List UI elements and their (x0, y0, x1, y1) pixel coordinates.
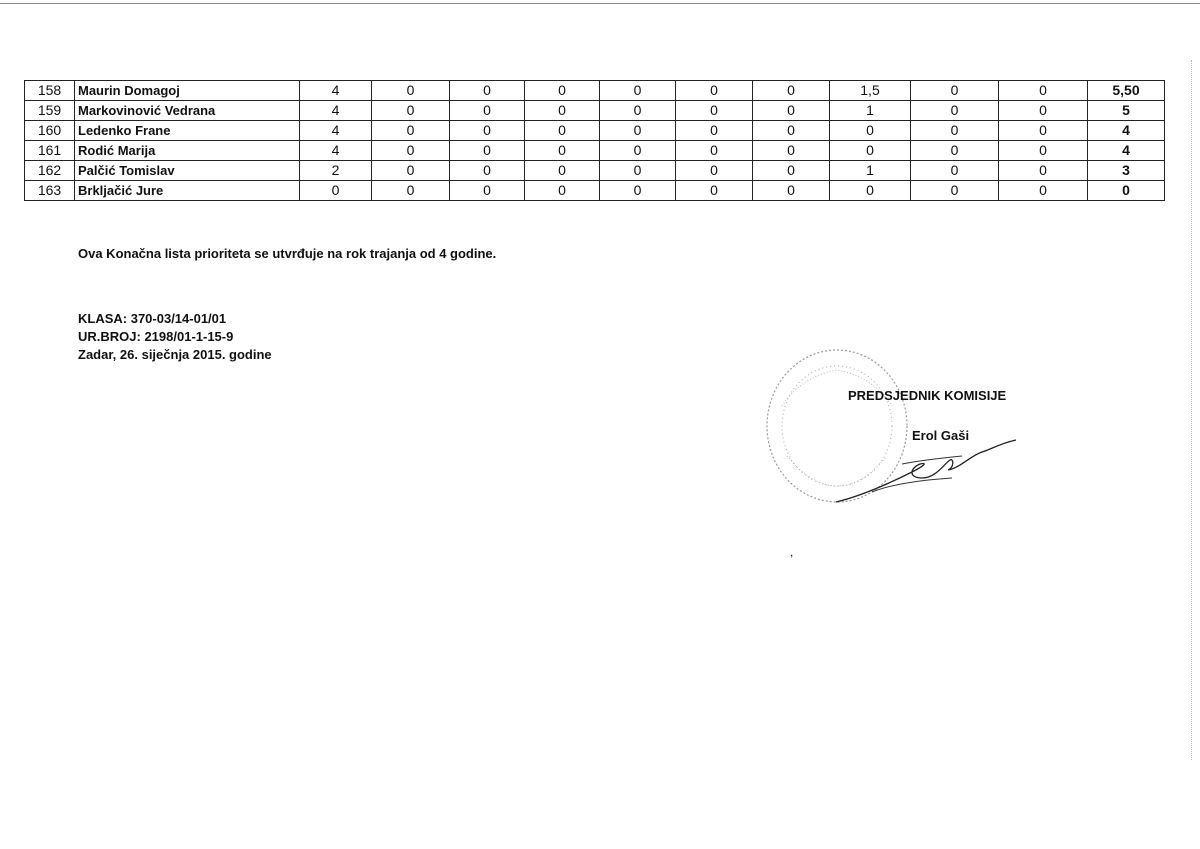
table-row (25, 181, 1165, 201)
score-cell: 0 (753, 161, 830, 181)
score-cell: 0 (676, 161, 753, 181)
score-cell: 0 (676, 101, 753, 121)
score-cell: 0 (372, 121, 450, 141)
score-cell: 0 (450, 81, 525, 101)
rank-cell: 162 (25, 161, 75, 181)
score-cell: 0 (830, 121, 911, 141)
score-cell: 0 (600, 121, 676, 141)
score-cell: 4 (300, 101, 372, 121)
score-cell: 0 (753, 141, 830, 161)
urbroj-line: UR.BROJ: 2198/01-1-15-9 (78, 329, 234, 344)
score-cell: 1 (830, 161, 911, 181)
score-cell: 0 (676, 181, 753, 201)
table-row (25, 141, 1165, 161)
total-cell: 3 (1088, 161, 1165, 181)
score-cell: 0 (300, 181, 372, 201)
score-cell: 0 (999, 141, 1088, 161)
signer-name: Erol Gaši (912, 428, 970, 443)
rank-cell: 161 (25, 141, 75, 161)
name-cell: Markovinović Vedrana (75, 101, 300, 121)
score-cell: 0 (676, 81, 753, 101)
score-cell: 0 (372, 101, 450, 121)
score-cell: 1 (830, 101, 911, 121)
rank-cell: 159 (25, 101, 75, 121)
score-cell: 0 (830, 181, 911, 201)
scan-edge-line (1191, 60, 1192, 760)
score-cell: 4 (300, 141, 372, 161)
score-cell: 4 (300, 81, 372, 101)
score-cell: 0 (450, 181, 525, 201)
score-cell: 0 (676, 121, 753, 141)
score-cell: 0 (450, 161, 525, 181)
rank-cell: 163 (25, 181, 75, 201)
name-cell: Brkljačić Jure (75, 181, 300, 201)
score-cell: 0 (999, 81, 1088, 101)
rank-cell: 160 (25, 121, 75, 141)
name-cell: Rodić Marija (75, 141, 300, 161)
klasa-line: KLASA: 370-03/14-01/01 (78, 311, 227, 326)
score-cell: 0 (372, 181, 450, 201)
score-cell: 0 (753, 101, 830, 121)
score-cell: 0 (911, 101, 999, 121)
score-cell: 0 (753, 121, 830, 141)
rank-cell: 158 (25, 81, 75, 101)
score-cell: 0 (600, 101, 676, 121)
score-cell: 0 (911, 141, 999, 161)
total-cell: 0 (1088, 181, 1165, 201)
score-cell: 0 (450, 141, 525, 161)
score-cell: 0 (911, 121, 999, 141)
table-row (25, 161, 1165, 181)
score-cell: 0 (525, 161, 600, 181)
score-cell: 0 (911, 181, 999, 201)
score-cell: 0 (525, 81, 600, 101)
score-cell: 0 (525, 101, 600, 121)
score-cell: 0 (999, 161, 1088, 181)
total-cell: 5 (1088, 101, 1165, 121)
score-cell: 0 (600, 161, 676, 181)
score-cell: 0 (999, 121, 1088, 141)
score-cell: 4 (300, 121, 372, 141)
score-cell: 0 (999, 101, 1088, 121)
score-cell: 0 (600, 81, 676, 101)
score-cell: 0 (525, 181, 600, 201)
score-cell: 0 (372, 81, 450, 101)
name-cell: Palčić Tomislav (75, 161, 300, 181)
scan-speck: , (790, 545, 794, 559)
score-cell: 0 (753, 81, 830, 101)
score-cell: 0 (525, 141, 600, 161)
page-top-border (0, 3, 1200, 4)
total-cell: 4 (1088, 121, 1165, 141)
table-row (25, 121, 1165, 141)
date-line: Zadar, 26. siječnja 2015. godine (78, 347, 272, 362)
score-cell: 0 (372, 141, 450, 161)
handwritten-signature (832, 434, 1022, 509)
total-cell: 5,50 (1088, 81, 1165, 101)
name-cell: Ledenko Frane (75, 121, 300, 141)
score-cell: 0 (372, 161, 450, 181)
score-cell: 0 (911, 161, 999, 181)
score-cell: 0 (753, 181, 830, 201)
table-row (25, 81, 1165, 101)
score-cell: 0 (600, 141, 676, 161)
results-table-body (25, 81, 1165, 201)
score-cell: 0 (600, 181, 676, 201)
table-row (25, 101, 1165, 121)
score-cell: 2 (300, 161, 372, 181)
name-cell: Maurin Domagoj (75, 81, 300, 101)
score-cell: 1,5 (830, 81, 911, 101)
score-cell: 0 (525, 121, 600, 141)
score-cell: 0 (676, 141, 753, 161)
signature-title: PREDSJEDNIK KOMISIJE (848, 388, 1007, 403)
results-table (24, 80, 1165, 201)
score-cell: 0 (830, 141, 911, 161)
score-cell: 0 (450, 101, 525, 121)
score-cell: 0 (911, 81, 999, 101)
validity-note: Ova Konačna lista prioriteta se utvrđuje na rok trajanja od 4 godine. (78, 246, 497, 261)
score-cell: 0 (999, 181, 1088, 201)
score-cell: 0 (450, 121, 525, 141)
total-cell: 4 (1088, 141, 1165, 161)
